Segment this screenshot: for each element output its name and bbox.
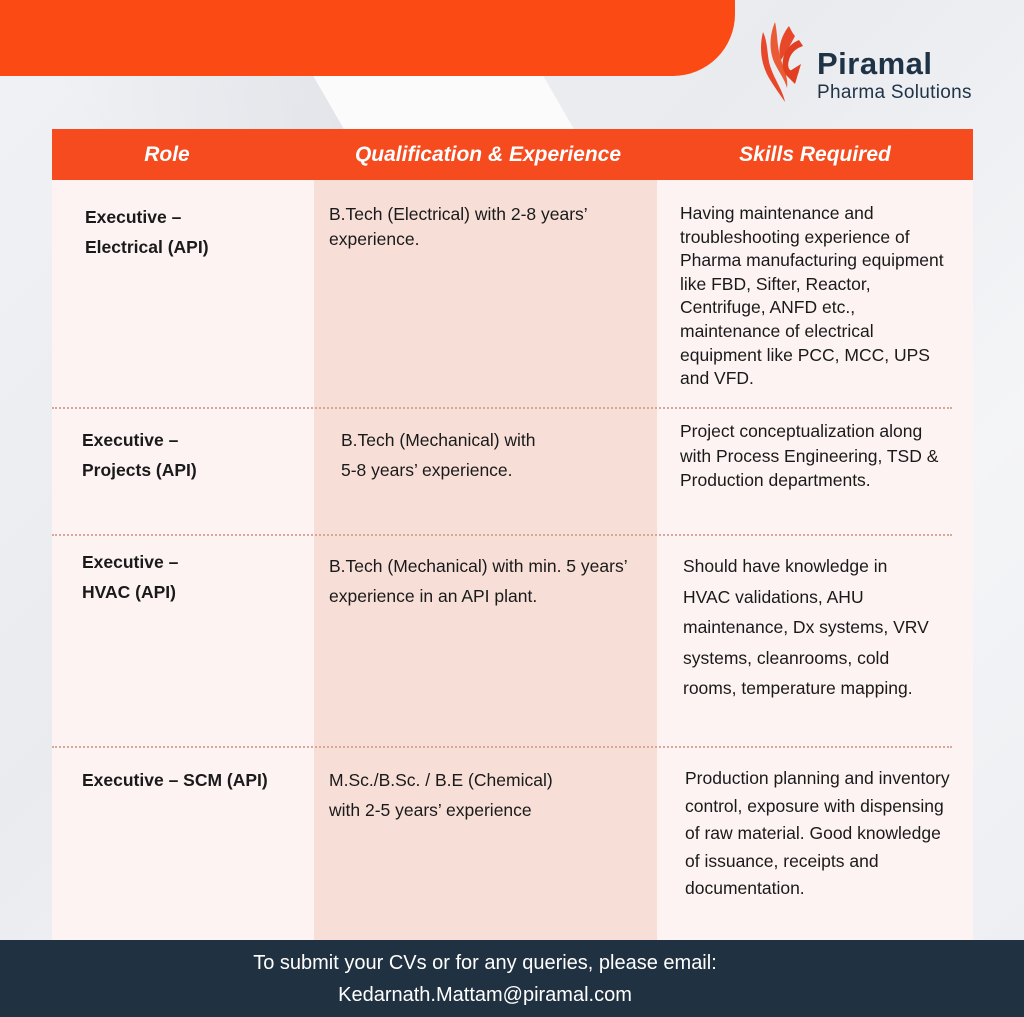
row-divider bbox=[52, 407, 952, 409]
qualification-cell: B.Tech (Mechanical) with min. 5 years’ experience in an API plant. bbox=[329, 556, 627, 606]
contact-footer bbox=[0, 940, 1024, 1017]
brand-logo bbox=[755, 18, 1005, 108]
skills-cell: Having maintenance and troubleshooting experience of Pharma manufacturing equipment like FBD, Sifter, Reactor, Centrifuge, ANFD etc., maintenance of electrical equipment like PCC, MCC, UPS and VFD. bbox=[680, 203, 944, 389]
role-cell: Executive – SCM (API) bbox=[82, 770, 268, 790]
role-cell: Executive – HVAC (API) bbox=[82, 552, 179, 602]
header-qualification: Qualification & Experience bbox=[354, 143, 622, 166]
job-openings-table bbox=[52, 129, 973, 940]
background-stripe bbox=[59, 75, 361, 135]
contact-email-link[interactable]: Kedarnath.Mattam@piramal.com bbox=[338, 984, 632, 1006]
skills-cell: Should have knowledge in HVAC validations, AHU maintenance, Dx systems, VRV systems, cleanrooms, cold rooms, temperature mapping. bbox=[683, 556, 929, 698]
qualification-cell: B.Tech (Electrical) with 2-8 years’ experience. bbox=[329, 204, 588, 249]
table-header bbox=[52, 129, 973, 180]
qualification-cell: M.Sc./B.Sc. / B.E (Chemical) with 2-5 years’ experience bbox=[329, 770, 553, 820]
background-stripe bbox=[313, 75, 578, 135]
row-divider bbox=[52, 534, 952, 536]
header-skills: Skills Required bbox=[739, 143, 891, 166]
flame-logo-icon bbox=[755, 18, 811, 102]
row-divider bbox=[52, 746, 952, 748]
contact-instructions: To submit your CVs or for any queries, please email: bbox=[253, 952, 717, 974]
role-cell: Executive – Electrical (API) bbox=[85, 207, 209, 257]
role-cell: Executive – Projects (API) bbox=[82, 430, 197, 480]
brand-subtitle: Pharma Solutions bbox=[817, 82, 972, 103]
skills-cell: Production planning and inventory control, exposure with dispensing of raw material. Good knowledge of issuance, receipts and documentation. bbox=[685, 768, 950, 898]
skills-cell: Project conceptualization along with Process Engineering, TSD & Production departments. bbox=[680, 421, 939, 490]
header-role: Role bbox=[144, 143, 190, 166]
qualification-cell: B.Tech (Mechanical) with 5-8 years’ experience. bbox=[341, 430, 536, 480]
brand-name: Piramal bbox=[817, 46, 933, 81]
top-banner bbox=[0, 0, 735, 76]
